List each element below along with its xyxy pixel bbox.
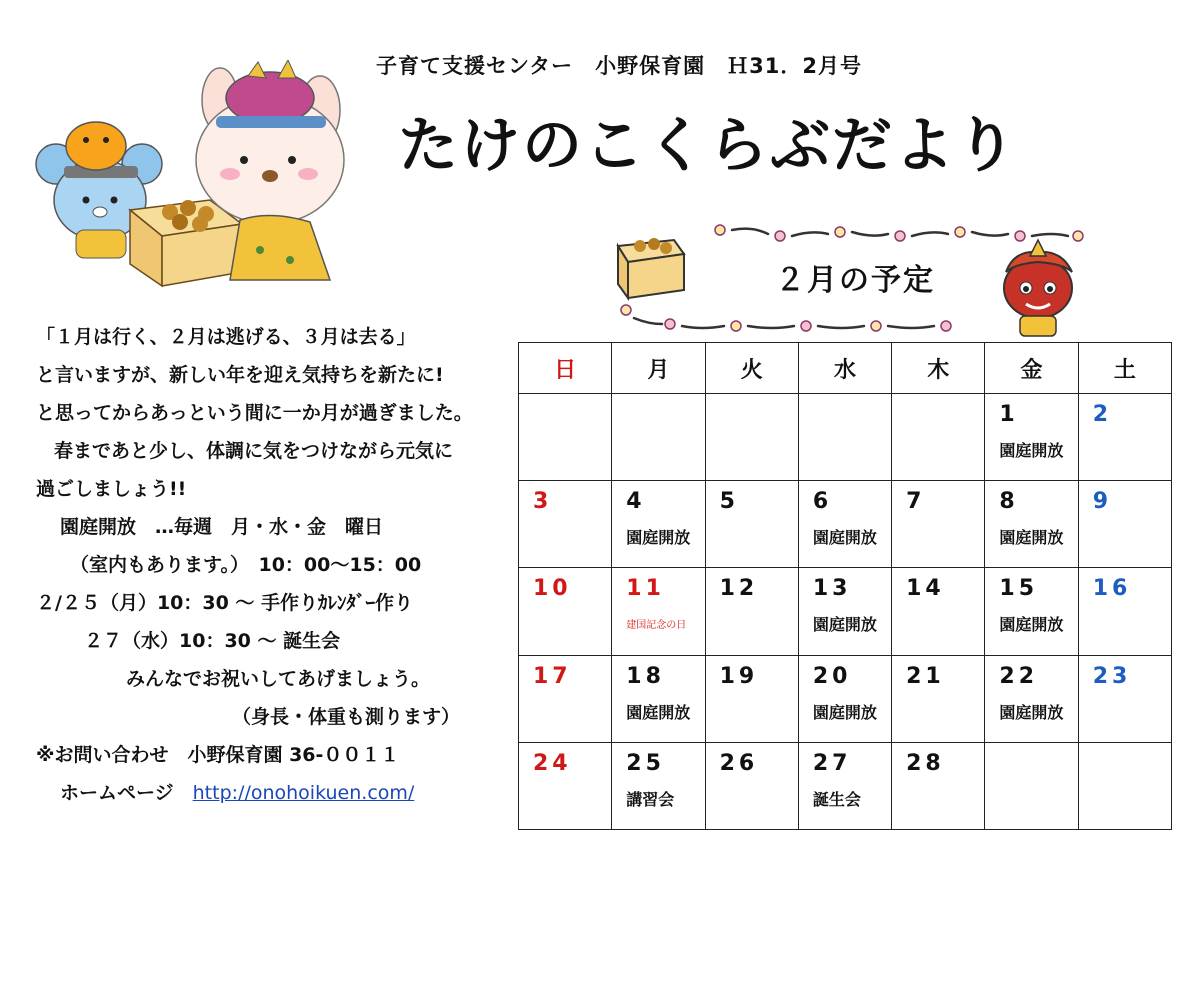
day-number: 19 xyxy=(719,663,759,689)
weekday-header-row xyxy=(519,343,1172,394)
calendar-cell xyxy=(798,742,891,829)
day-number: 3 xyxy=(533,489,553,515)
day-event: 園庭開放 xyxy=(812,528,877,548)
calendar-cell xyxy=(612,481,705,568)
day-number: 18 xyxy=(626,663,665,689)
day-number: 8 xyxy=(999,489,1019,515)
day-number xyxy=(626,402,704,432)
homepage-link[interactable]: http://onohoikuen.com/ xyxy=(192,782,415,804)
garden-open-info: 園庭開放 …毎週 月・水・金 曜日 xyxy=(60,516,384,538)
calendar-cell xyxy=(892,394,985,481)
calendar-cell xyxy=(892,568,985,655)
weekday-header: 土 xyxy=(1078,343,1171,394)
schedule-title: ２月の予定 xyxy=(775,263,935,298)
garden-open-hours: （室内もあります。） 10：00～15：00 xyxy=(70,554,422,576)
day-number xyxy=(813,402,891,432)
weekday-header: 木 xyxy=(892,343,985,394)
calendar-cell xyxy=(612,742,705,829)
calendar-cell xyxy=(1078,655,1171,742)
day-number: 10 xyxy=(533,576,572,602)
day-event: 誕生会 xyxy=(812,789,861,809)
intro-line: と思ってからあっという間に一か月が過ぎました。 xyxy=(36,402,473,424)
weekday-header: 火 xyxy=(705,343,798,394)
day-number: 12 xyxy=(719,576,759,602)
day-number xyxy=(999,751,1077,781)
day-number: 23 xyxy=(1092,663,1132,689)
day-event: 園庭開放 xyxy=(999,615,1064,635)
calendar-cell xyxy=(1078,481,1171,568)
day-number: 7 xyxy=(906,489,926,515)
calendar-cell xyxy=(612,568,705,655)
calendar-cell xyxy=(892,655,985,742)
day-number: 26 xyxy=(719,750,759,776)
holiday-label: 建国記念の日 xyxy=(626,620,687,632)
weekday-header: 水 xyxy=(798,343,891,394)
calendar-cell xyxy=(519,655,612,742)
day-event: 園庭開放 xyxy=(812,702,877,722)
red-oni-icon xyxy=(1004,240,1072,336)
day-number: 27 xyxy=(812,750,852,776)
day-number: 5 xyxy=(719,489,739,515)
day-event: 園庭開放 xyxy=(626,528,691,548)
day-number: 6 xyxy=(812,489,833,515)
day-number: 15 xyxy=(999,576,1039,602)
day-number xyxy=(533,402,611,432)
event-birthday: ２７（水）10：30 ～ 誕生会 xyxy=(84,630,341,652)
day-number: 1 xyxy=(999,402,1019,427)
day-number: 9 xyxy=(1092,489,1112,515)
calendar-cell xyxy=(1078,394,1171,481)
weekday-header: 月 xyxy=(612,343,705,394)
day-event: 講習会 xyxy=(626,789,675,809)
intro-line: 「１月は行く、２月は逃げる、３月は去る」 xyxy=(36,326,416,348)
day-number: 4 xyxy=(626,489,646,515)
calendar-cell xyxy=(705,655,798,742)
calendar-week xyxy=(519,742,1172,829)
calendar-week xyxy=(519,568,1172,655)
calendar-cell xyxy=(705,742,798,829)
day-event: 園庭開放 xyxy=(999,702,1064,722)
calendar-cell xyxy=(892,481,985,568)
calendar-cell xyxy=(798,655,891,742)
intro-line: みんなでお祝いしてあげましょう。 xyxy=(126,668,431,690)
calendar-cell xyxy=(519,394,612,481)
calendar-cell xyxy=(519,481,612,568)
bean-box-icon xyxy=(618,238,684,298)
day-number: 22 xyxy=(999,663,1039,689)
calendar-cell xyxy=(519,742,612,829)
calendar-week xyxy=(519,394,1172,481)
intro-line: 春まであと少し、体調に気をつけながら元気に xyxy=(54,440,454,462)
homepage-label: ホームページ xyxy=(60,782,174,804)
day-number: 16 xyxy=(1092,576,1132,602)
bean-box-icon xyxy=(130,200,242,286)
day-number: 13 xyxy=(812,576,852,602)
day-number: 21 xyxy=(906,663,945,689)
february-calendar xyxy=(518,342,1172,830)
calendar-cell xyxy=(612,394,705,481)
calendar-cell xyxy=(1078,568,1171,655)
calendar-cell xyxy=(705,394,798,481)
calendar-cell xyxy=(1078,742,1171,829)
day-event: 園庭開放 xyxy=(812,615,877,635)
calendar-week xyxy=(519,655,1172,742)
day-event: 園庭開放 xyxy=(626,702,691,722)
calendar-cell xyxy=(798,394,891,481)
day-event: 園庭開放 xyxy=(999,441,1064,460)
day-number: 2 xyxy=(1092,402,1112,427)
intro-line: 過ごしましょう!! xyxy=(36,478,187,500)
day-number xyxy=(1093,751,1171,781)
day-number: 14 xyxy=(906,576,945,602)
header-subtitle: 子育て支援センター 小野保育園 Ｈ31．2月号 xyxy=(376,54,862,78)
weekday-header: 金 xyxy=(985,343,1078,394)
oni-bunny-illustration xyxy=(30,60,360,290)
calendar-cell xyxy=(612,655,705,742)
day-number xyxy=(720,402,798,432)
day-number: 20 xyxy=(812,663,852,689)
calendar-cell xyxy=(798,481,891,568)
weekday-header: 日 xyxy=(519,343,612,394)
calendar-cell xyxy=(985,568,1078,655)
calendar-week xyxy=(519,481,1172,568)
calendar-cell xyxy=(985,394,1078,481)
day-number: 28 xyxy=(906,750,945,776)
calendar-cell xyxy=(985,481,1078,568)
calendar-cell xyxy=(892,742,985,829)
contact-info: ※お問い合わせ 小野保育園 36-００１１ xyxy=(36,744,400,766)
homepage-row xyxy=(36,774,516,812)
calendar-cell xyxy=(705,481,798,568)
day-number: 24 xyxy=(533,750,572,776)
calendar-cell xyxy=(519,568,612,655)
calendar-cell xyxy=(985,742,1078,829)
intro-text xyxy=(36,318,516,812)
event-calendar-making: ２/２５（月）10：30 ～ 手作りｶﾚﾝﾀﾞｰ作り xyxy=(36,592,414,614)
day-number: 25 xyxy=(626,750,665,776)
day-number: 17 xyxy=(533,663,572,689)
intro-line: （身長・体重も測ります） xyxy=(232,706,461,728)
intro-line: と言いますが、新しい年を迎え気持ちを新たに! xyxy=(36,364,444,386)
day-number: 11 xyxy=(626,576,665,602)
calendar-cell xyxy=(798,568,891,655)
day-event: 園庭開放 xyxy=(999,528,1064,548)
calendar-cell xyxy=(705,568,798,655)
page-title: たけのこくらぶだより xyxy=(398,111,1018,181)
day-number xyxy=(906,402,984,432)
calendar-cell xyxy=(985,655,1078,742)
